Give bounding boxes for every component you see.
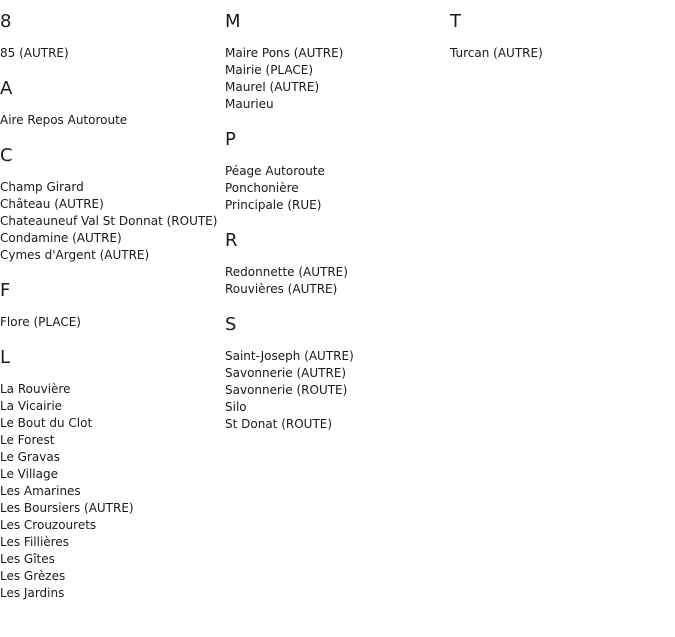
street-entry[interactable]: Ponchonière bbox=[225, 181, 299, 195]
letter-heading: P bbox=[225, 129, 236, 150]
street-entry[interactable]: Château (AUTRE) bbox=[0, 197, 104, 211]
letter-group bbox=[225, 231, 450, 298]
letter-group bbox=[225, 130, 450, 214]
street-entry[interactable]: Champ Girard bbox=[0, 180, 84, 194]
letter-heading: S bbox=[225, 314, 237, 335]
letter-group bbox=[0, 12, 225, 62]
letter-heading: F bbox=[0, 280, 11, 301]
street-entry[interactable]: Chateauneuf Val St Donnat (ROUTE) bbox=[0, 214, 218, 228]
street-entry[interactable]: Le Forest bbox=[0, 433, 55, 447]
letter-group bbox=[450, 12, 675, 62]
street-entry[interactable]: La Vicairie bbox=[0, 399, 63, 413]
street-entry[interactable]: Les Jardins bbox=[0, 586, 65, 600]
street-entry[interactable]: Principale (RUE) bbox=[225, 198, 322, 212]
street-entry[interactable]: Turcan (AUTRE) bbox=[450, 46, 543, 60]
street-entry[interactable]: Silo bbox=[225, 400, 247, 414]
letter-heading: 8 bbox=[0, 11, 12, 32]
street-entry[interactable]: Rouvières (AUTRE) bbox=[225, 282, 338, 296]
street-entry[interactable]: Les Gîtes bbox=[0, 552, 55, 566]
street-entry[interactable]: St Donat (ROUTE) bbox=[225, 417, 333, 431]
index-column-2 bbox=[225, 12, 450, 450]
street-entry[interactable]: Le Village bbox=[0, 467, 58, 481]
street-entry[interactable]: Aire Repos Autoroute bbox=[0, 113, 128, 127]
street-entry[interactable]: La Rouvière bbox=[0, 382, 71, 396]
street-entry[interactable]: Les Fillières bbox=[0, 535, 69, 549]
street-entry[interactable]: Les Amarines bbox=[0, 484, 81, 498]
street-entry[interactable]: Flore (PLACE) bbox=[0, 315, 81, 329]
street-entry[interactable]: 85 (AUTRE) bbox=[0, 46, 69, 60]
street-entry[interactable]: Redonnette (AUTRE) bbox=[225, 265, 348, 279]
street-entry[interactable]: Savonnerie (ROUTE) bbox=[225, 383, 348, 397]
letter-heading: L bbox=[0, 347, 11, 368]
street-entry[interactable]: Le Gravas bbox=[0, 450, 60, 464]
letter-group bbox=[0, 146, 225, 264]
street-entry[interactable]: Savonnerie (AUTRE) bbox=[225, 366, 347, 380]
street-entry[interactable]: Saint-Joseph (AUTRE) bbox=[225, 349, 354, 363]
letter-heading: R bbox=[225, 230, 238, 251]
letter-group bbox=[225, 315, 450, 433]
letter-group bbox=[225, 12, 450, 113]
letter-group bbox=[0, 79, 225, 129]
letter-heading: M bbox=[225, 11, 241, 32]
letter-group bbox=[0, 348, 225, 602]
street-entry[interactable]: Le Bout du Clot bbox=[0, 416, 93, 430]
street-entry[interactable]: Péage Autoroute bbox=[225, 164, 325, 178]
street-entry[interactable]: Maurieu bbox=[225, 97, 274, 111]
letter-group bbox=[0, 281, 225, 331]
street-entry[interactable]: Les Boursiers (AUTRE) bbox=[0, 501, 134, 515]
street-entry[interactable]: Les Grèzes bbox=[0, 569, 66, 583]
street-entry[interactable]: Maurel (AUTRE) bbox=[225, 80, 320, 94]
letter-heading: T bbox=[450, 11, 461, 32]
index-column-1 bbox=[0, 12, 225, 619]
letter-heading: C bbox=[0, 145, 13, 166]
street-entry[interactable]: Cymes d'Argent (AUTRE) bbox=[0, 248, 150, 262]
street-entry[interactable]: Les Crouzourets bbox=[0, 518, 97, 532]
letter-heading: A bbox=[0, 78, 13, 99]
street-entry[interactable]: Maire Pons (AUTRE) bbox=[225, 46, 344, 60]
street-entry[interactable]: Condamine (AUTRE) bbox=[0, 231, 122, 245]
street-entry[interactable]: Mairie (PLACE) bbox=[225, 63, 314, 77]
index-column-3 bbox=[450, 12, 675, 79]
